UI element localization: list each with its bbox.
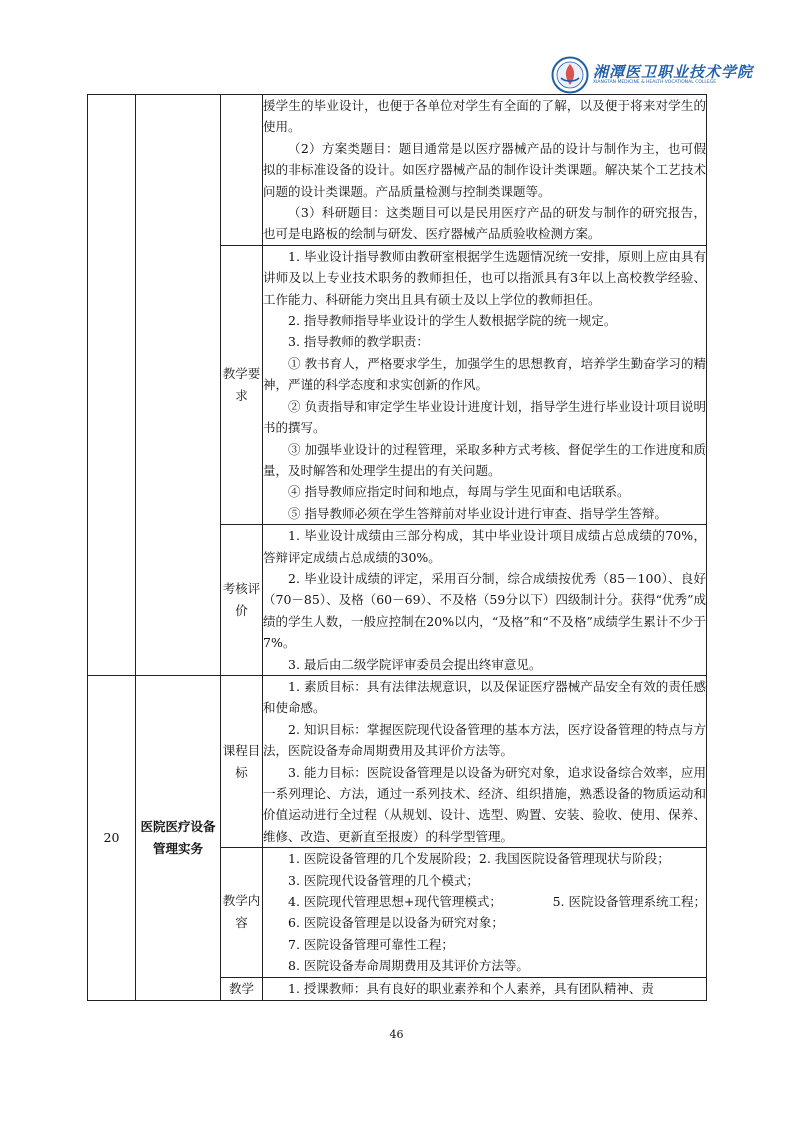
paragraph: ② 负责指导和审定学生毕业设计进度计划，指导学生进行毕业设计项目说明书的撰写。 xyxy=(263,398,706,436)
college-logo xyxy=(551,56,754,94)
school-name-en: XIANGTAN MEDICINE & HEALTH VOCATIONAL COLLEGE xyxy=(593,80,717,85)
paragraph: 2. 指导教师指导毕业设计的学生人数根据学院的统一规定。 xyxy=(288,313,617,329)
table-row xyxy=(88,675,707,847)
paragraph: 1. 医院设备管理的几个发展阶段；2. 我国医院设备管理现状与阶段； xyxy=(288,851,670,867)
paragraph: 6. 医院设备管理是以设备为研究对象； xyxy=(288,915,504,931)
paragraph: 1. 素质目标：具有法律法规意识，以及保证医疗器械产品安全有效的责任感和使命感。 xyxy=(263,678,706,716)
paragraph: （2）方案类题目：题目通常是以医疗器械产品的设计与制作为主，也可假拟的非标准设备的设计。如医疗器械产品的制作设计类课题。解决某个工艺技术问题的设计类课题。产品质量检测与控制类课题等。 xyxy=(263,140,706,199)
teaching-content-cell xyxy=(263,848,707,977)
category-label: 教学 xyxy=(221,977,263,1000)
curriculum-table xyxy=(87,94,707,1001)
paragraph: ③ 加强毕业设计的过程管理，采取多种方式考核、督促学生的工作进度和质量，及时解答和处理学生提出的有关问题。 xyxy=(263,441,706,478)
row-number-cell xyxy=(88,95,136,676)
design-topics-cell xyxy=(263,95,707,246)
category-label: 考核评价 xyxy=(221,525,263,676)
paragraph: 7. 医院设备管理可靠性工程； xyxy=(288,936,454,952)
page-number: 46 xyxy=(389,1028,404,1041)
course-goals-cell xyxy=(263,675,707,847)
paragraph: 3. 指导教师的教学职责： xyxy=(288,334,429,350)
teaching-requirements-cell xyxy=(263,977,707,1000)
content-item: 5. 医院设备管理系统工程； xyxy=(552,894,706,910)
paragraph: （3）科研题目：这类题目可以是民用医疗产品的研发与制作的研究报告，也可是电路板的绘制与研发、医疗器械产品质验收检测方案。 xyxy=(263,205,706,242)
paragraph: 3. 能力目标：医院设备管理是以设备为研究对象，追求设备综合效率，应用一系列理论、方法，通过一系列技术、经济、组织措施，熟悉设备的物质运动和价值运动进行全过程（从规划、设计、选型、购置、安装、验收、使用、保养、维修、改造、更新直至报废）的科学型管理。 xyxy=(263,764,706,844)
paragraph xyxy=(263,891,706,912)
category-label: 教学内容 xyxy=(221,848,263,977)
paragraph: ④ 指导教师应指定时间和地点，每周与学生见面和电话联系。 xyxy=(288,484,630,500)
course-name-cell xyxy=(136,95,221,676)
paragraph: 3. 最后由二级学院评审委员会提出终审意见。 xyxy=(288,656,542,672)
college-emblem-icon xyxy=(551,56,589,94)
category-cell xyxy=(221,95,263,246)
assessment-cell xyxy=(263,525,707,676)
course-name: 医院医疗设备管理实务 xyxy=(136,675,221,1000)
paragraph: 援学生的毕业设计，也便于各单位对学生有全面的了解，以及便于将来对学生的使用。 xyxy=(263,98,706,135)
category-label: 教学要求 xyxy=(221,245,263,524)
row-number: 20 xyxy=(88,675,136,1000)
school-name: 湘潭医卫职业技术学院 xyxy=(593,63,754,81)
paragraph: 8. 医院设备寿命周期费用及其评价方法等。 xyxy=(288,958,529,974)
teaching-requirements-cell xyxy=(263,245,707,524)
paragraph: ⑤ 指导教师必须在学生答辩前对毕业设计进行审查、指导学生答辩。 xyxy=(288,505,667,521)
content-item: 4. 医院现代管理思想+现代管理模式； xyxy=(288,894,502,910)
paragraph: 1. 毕业设计指导教师由教研室根据学生选题情况统一安排，原则上应由具有讲师及以上专业技术职务的教师担任，也可以指派具有3年以上高校教学经验、工作能力、科研能力突出且具有硕士及以上学位的教师担任。 xyxy=(263,248,706,307)
paragraph: 2. 知识目标：掌握医院现代设备管理的基本方法，医疗设备管理的特点与方法，医院设备寿命周期费用及其评价方法等。 xyxy=(263,721,706,759)
paragraph: 2. 毕业设计成绩的评定，采用百分制，综合成绩按优秀（85－100）、良好（70－85）、及格（60－69）、不及格（59分以下）四级制计分。获得“优秀”成绩的学生人数，一般应控制在20%以内，“及格”和“不及格”成绩学生累计不少于7%。 xyxy=(263,570,706,651)
table-row xyxy=(88,95,707,246)
paragraph: 3. 医院现代设备管理的几个模式； xyxy=(288,872,479,888)
paragraph: 1. 授课教师：具有良好的职业素养和个人素养，具有团队精神、责 xyxy=(288,980,654,996)
paragraph: 1. 毕业设计成绩由三部分构成，其中毕业设计项目成绩占总成绩的70%，答辩评定成绩占总成绩的30%。 xyxy=(263,528,706,565)
paragraph: ① 教书育人，严格要求学生，加强学生的思想教育，培养学生勤奋学习的精神，严谨的科学态度和求实创新的作风。 xyxy=(263,355,706,393)
category-label: 课程目标 xyxy=(221,675,263,847)
